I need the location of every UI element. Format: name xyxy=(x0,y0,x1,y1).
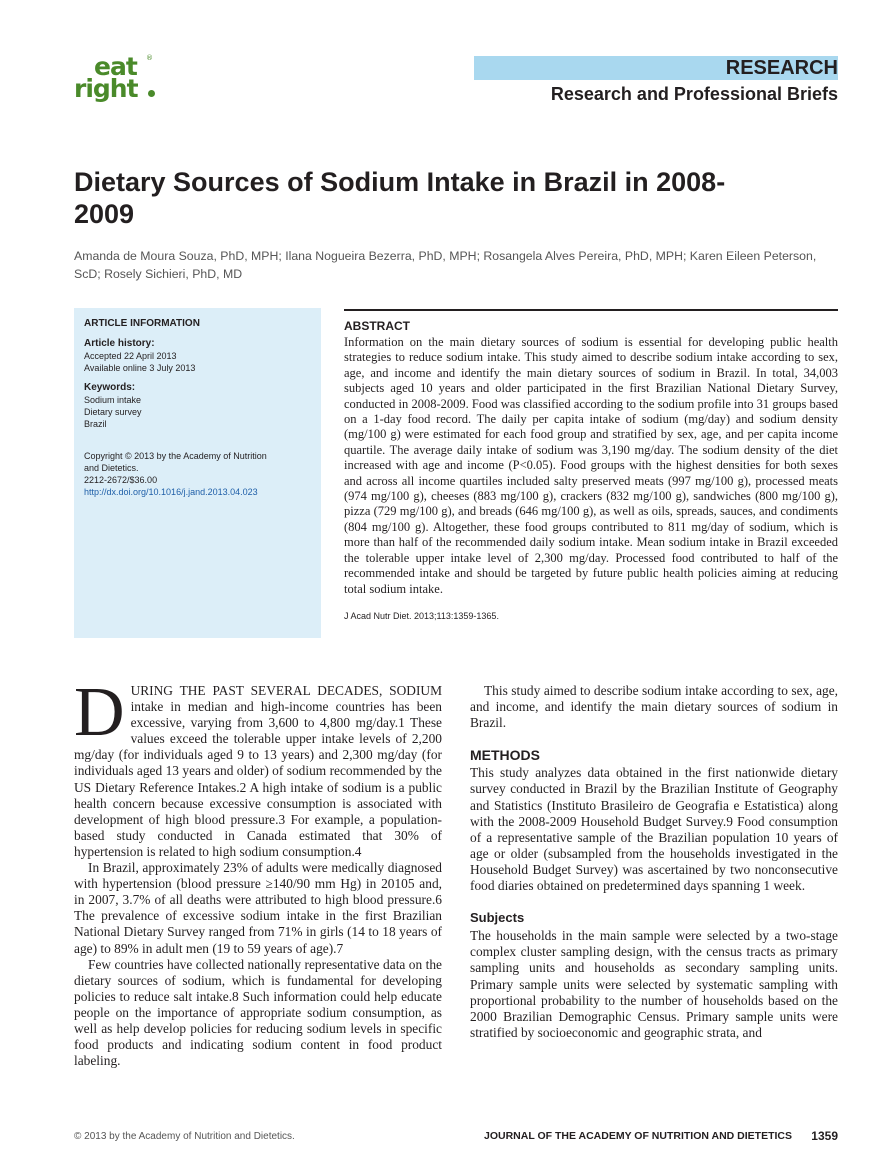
author-list: Amanda de Moura Souza, PhD, MPH; Ilana Nogueira Bezerra, PhD, MPH; Rosangela Alves Pereira, PhD, MPH; Karen Eileen Peterson, ScD; Rosely Sichieri, PhD, MD xyxy=(74,249,817,281)
body-column-left xyxy=(74,674,442,1069)
abstract-rule xyxy=(344,309,838,311)
body-paragraph: This study analyzes data obtained in the first nationwide dietary survey conducted in Brazil by the Brazilian Institute of Geography and Statistics (Instituto Brasileiro de Geografia e Estatistica) along with the 2008-2009 Household Budget Survey.9 Food consumption of a representative sample of the Brazilian population 10 years of age or older (subsampled from the households investigated in the Household Budget Survey) was ascertained by two nonconsecutive food diaries obtained on predetermined days spanning 1 week. xyxy=(470,765,838,894)
subjects-heading: Subjects xyxy=(470,910,525,926)
logo-text-eat: eat xyxy=(94,52,137,81)
article-history-heading: Article history: xyxy=(84,338,155,349)
article-title: Dietary Sources of Sodium Intake in Brazil in 2008-2009 xyxy=(74,167,726,229)
intro-paragraph xyxy=(74,674,442,860)
drop-cap: D xyxy=(74,674,125,751)
logo-registered-mark: ® xyxy=(146,54,153,62)
keyword-item: Sodium intake xyxy=(84,395,142,405)
issn: 2212-2672/$36.00 xyxy=(84,475,158,485)
keyword-item: Brazil xyxy=(84,419,107,429)
section-label: RESEARCH xyxy=(725,57,838,79)
online-date: Available online 3 July 2013 xyxy=(84,363,196,373)
article-info-box xyxy=(74,308,321,638)
copyright-line: Copyright © 2013 by the Academy of Nutrition xyxy=(84,451,267,461)
abstract-text: Information on the main dietary sources of sodium is essential for developing public health strategies to reduce sodium intake. This study aimed to describe sodium intake according to sex, age, and income and identify the main dietary sources of sodium in Brazil. In total, 34,003 subjects aged 10 years and older participated in the first Brazilian National Dietary Survey, conducted in 2008-2009. Food was classified according to the sodium profile into 31 groups based on a 1-day food record. The daily per capita intake of sodium (mg/day) and sodium density (mg/100 g) were estimated for each food group and stratified by sex, age, and per capita income quartile. The average daily intake of sodium was 3,190 mg/day. The sodium density of the diet increased with age and income (P<0.05). Food groups with the highest densities for both sexes and across all income quartiles included salty preserved meats (997 mg/100 g), processed meats (974 mg/100 g), cheeses (883 mg/100 g), crackers (832 mg/100 g), sandwiches (800 mg/100 g), pizza (729 mg/100 g), and breads (646 mg/100 g), as well as oils, spreads, sauces, and condiments (804 mg/100 g). Altogether, these food groups contributed to 811 mg/day of sodium, which is more than half of the recommended daily sodium intake. Mean sodium intake in Brazil exceeded the tolerable upper intake level of 2,300 mg/day. Processed food contributed to half of the recommended intake and should be targeted by future public health policies aiming at reducing total sodium intake. xyxy=(344,335,838,596)
keywords-heading: Keywords: xyxy=(84,382,136,393)
body-paragraph: The households in the main sample were selected by a two-stage complex cluster sampling design, with the census tracts as primary sampling units and households as secondary sampling units. Primary sample units were selected by systematic sampling with proportional probability to the number of households based on the 2000 Brazilian Demographic Census. Primary sample units were stratified by socioeconomic and geographic strata, and xyxy=(470,928,838,1040)
copyright-line: and Dietetics. xyxy=(84,463,139,473)
body-paragraph: Few countries have collected nationally representative data on the dietary sources of sodium, which is fundamental for developing policies to reduce salt intake.8 Such information could help educate people on the importance of appropriate sodium consumption, as well as help develop policies for reducing sodium levels in specific food products and indicating sodium content in food product labeling. xyxy=(74,956,442,1069)
logo-text-right: right xyxy=(74,74,138,103)
article-info-heading: ARTICLE INFORMATION xyxy=(84,318,200,329)
doi-link[interactable]: http://dx.doi.org/10.1016/j.jand.2013.04.023 xyxy=(84,487,258,497)
footer-copyright: © 2013 by the Academy of Nutrition and Dietetics. xyxy=(74,1131,295,1142)
methods-heading: METHODS xyxy=(470,747,540,764)
body-column-right xyxy=(470,683,838,1041)
footer-journal-name: JOURNAL OF THE ACADEMY OF NUTRITION AND DIETETICS xyxy=(483,1130,792,1142)
logo-dot xyxy=(148,90,155,97)
intro-text: URING THE PAST SEVERAL DECADES, SODIUM intake in median and high-income countries has been excessive, varying from 3,600 to 4,800 mg/day.1 These values exceed the tolerable upper intake levels of 2,200 mg/day (for individuals aged 9 to 13 years) and 2,300 mg/day (for individuals aged 13 years and older) of sodium recommended by the US Dietary Reference Intakes.2 A high intake of sodium is a public health concern because excessive consumption is associated with development of high blood pressure.3 For example, a population-based study conducted in Canada estimated that 30% of hypertension is related to high sodium consumption.4 xyxy=(74,683,442,859)
page-number: 1359 xyxy=(811,1129,838,1143)
abstract-heading: ABSTRACT xyxy=(344,319,410,333)
accepted-date: Accepted 22 April 2013 xyxy=(84,351,177,361)
body-paragraph: This study aimed to describe sodium intake according to sex, age, and income, and identify the main dietary sources of sodium in Brazil. xyxy=(470,683,838,731)
subsection-label: Research and Professional Briefs xyxy=(550,84,838,104)
body-paragraph: In Brazil, approximately 23% of adults were medically diagnosed with hypertension (blood pressure ≥140/90 mm Hg) in 20105 and, in 2007, 3.7% of all deaths were attributed to high blood pressure.6 The prevalence of excessive sodium intake in the first Brazilian National Dietary Survey ranged from 71% in girls (14 to 18 years of age) to 89% in adult men (19 to 59 years of age).7 xyxy=(74,860,442,956)
eatright-logo xyxy=(74,52,164,106)
citation: J Acad Nutr Diet. 2013;113:1359-1365. xyxy=(344,611,499,621)
keyword-item: Dietary survey xyxy=(84,407,142,417)
